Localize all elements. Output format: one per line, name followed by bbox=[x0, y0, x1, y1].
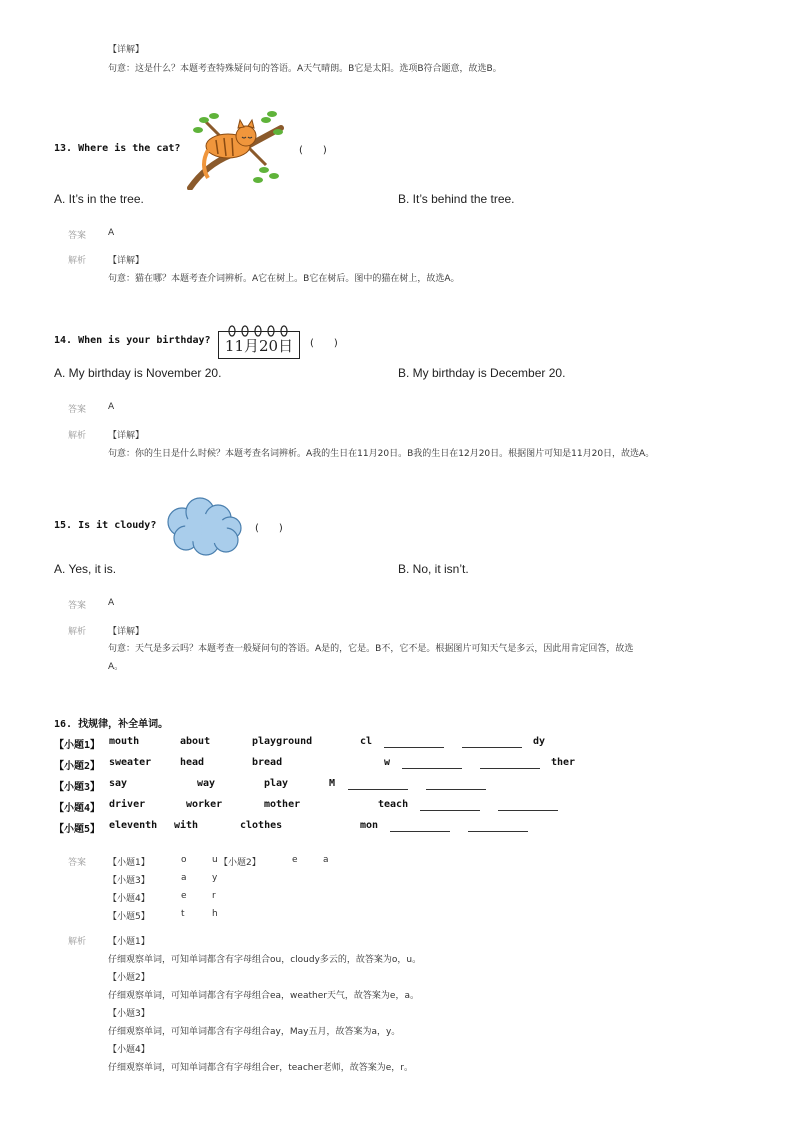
answer-13: A bbox=[108, 228, 115, 238]
answer-2-b: a bbox=[323, 855, 329, 865]
answer-14: A bbox=[108, 402, 115, 412]
row-5-word-3: clothes bbox=[240, 820, 283, 831]
analysis-4-text: 仔细观察单词，可知单词都含有字母组合er，teacher老师，故答案为e，r。 bbox=[108, 1063, 413, 1073]
answer-2-label: 【小题2】 bbox=[219, 858, 261, 868]
option-13-b: B. It’s behind the tree. bbox=[398, 192, 515, 206]
row-2-word-2: head bbox=[180, 757, 205, 768]
analysis-2-text: 仔细观察单词，可知单词都含有字母组合ea，weather天气，故答案为e，a。 bbox=[108, 991, 419, 1001]
row-1-word-2: about bbox=[180, 736, 211, 747]
answer-3-b: y bbox=[212, 873, 218, 883]
analysis-label-16: 解析 bbox=[68, 937, 87, 947]
row-3-word-1: say bbox=[109, 778, 128, 789]
answer-4-a: e bbox=[181, 891, 187, 901]
row-5-word-1: eleventh bbox=[109, 820, 158, 831]
row-2-suffix: ther bbox=[551, 757, 576, 768]
analysis-3-label: 【小题3】 bbox=[108, 1009, 150, 1019]
row-3-label: 【小题3】 bbox=[54, 782, 101, 793]
calendar-image bbox=[218, 325, 300, 358]
answer-5-label: 【小题5】 bbox=[108, 912, 150, 922]
detail-text-15-line2: A。 bbox=[108, 662, 124, 672]
analysis-label-14: 解析 bbox=[68, 431, 87, 441]
row-4-blank-1[interactable] bbox=[420, 810, 480, 811]
analysis-1-text: 仔细观察单词，可知单词都含有字母组合ou，cloudy多云的，故答案为o，u。 bbox=[108, 955, 422, 965]
answer-label-13: 答案 bbox=[68, 231, 87, 241]
detail-text-13: 句意：猫在哪？本题考查介词辨析。A它在树上。B它在树后。图中的猫在树上，故选A。 bbox=[108, 274, 460, 284]
row-4-label: 【小题4】 bbox=[54, 803, 101, 814]
answer-5-b: h bbox=[212, 909, 218, 919]
question-14: 14. When is your birthday? bbox=[54, 335, 211, 346]
row-2-blank-2[interactable] bbox=[480, 768, 540, 769]
row-3-word-3: play bbox=[264, 778, 289, 789]
row-4-word-1: driver bbox=[109, 799, 146, 810]
row-2-prefix: w bbox=[384, 757, 391, 768]
analysis-2-label: 【小题2】 bbox=[108, 973, 150, 983]
option-15-a: A. Yes, it is. bbox=[54, 562, 117, 576]
calendar-date: 11月20日 bbox=[224, 337, 294, 355]
detail-text-15-line1: 句意：天气是多云吗？本题考查一般疑问句的答语。A是的，它是。B不，它不是。根据图片可知天气是多云，因此用肯定回答，故选 bbox=[108, 644, 634, 654]
answer-1-label: 【小题1】 bbox=[108, 858, 150, 868]
analysis-label-15: 解析 bbox=[68, 627, 87, 637]
row-1-word-1: mouth bbox=[109, 736, 140, 747]
row-1-label: 【小题1】 bbox=[54, 740, 101, 751]
cat-in-tree-image bbox=[186, 110, 286, 190]
answer-1-b: u bbox=[212, 855, 218, 865]
row-2-word-1: sweater bbox=[109, 757, 152, 768]
row-2-word-3: bread bbox=[252, 757, 283, 768]
row-1-blank-2[interactable] bbox=[462, 747, 522, 748]
row-4-word-2: worker bbox=[186, 799, 223, 810]
row-1-blank-1[interactable] bbox=[384, 747, 444, 748]
answer-3-a: a bbox=[181, 873, 187, 883]
detail-text: 句意：这是什么？本题考查特殊疑问句的答语。A天气晴朗。B它是太阳。选项B符合题意，故选B。 bbox=[108, 64, 502, 74]
option-15-b: B. No, it isn’t. bbox=[398, 562, 469, 576]
option-14-a: A. My birthday is November 20. bbox=[54, 366, 222, 380]
answer-5-a: t bbox=[181, 909, 185, 919]
row-5-blank-1[interactable] bbox=[390, 831, 450, 832]
answer-label-15: 答案 bbox=[68, 601, 87, 611]
answer-label-16: 答案 bbox=[68, 858, 87, 868]
answer-paren-13: ( ) bbox=[299, 145, 327, 156]
answer-1-a: o bbox=[181, 855, 187, 865]
analysis-1-label: 【小题1】 bbox=[108, 937, 150, 947]
row-3-blank-2[interactable] bbox=[426, 789, 486, 790]
row-4-blank-2[interactable] bbox=[498, 810, 558, 811]
answer-4-b: r bbox=[212, 891, 216, 901]
question-13: 13. Where is the cat? bbox=[54, 143, 181, 154]
answer-label-14: 答案 bbox=[68, 405, 87, 415]
analysis-4-label: 【小题4】 bbox=[108, 1045, 150, 1055]
cloud-image bbox=[162, 496, 248, 558]
question-16-title: 16. 找规律，补全单词。 bbox=[54, 719, 169, 730]
answer-2-a: e bbox=[292, 855, 298, 865]
option-13-a: A. It’s in the tree. bbox=[54, 192, 144, 206]
detail-label-15: 【详解】 bbox=[108, 627, 145, 637]
row-5-prefix: mon bbox=[360, 820, 379, 831]
detail-text-14: 句意：你的生日是什么时候？本题考查名词辨析。A我的生日在11月20日。B我的生日在12月20日。根据图片可知是11月20日，故选A。 bbox=[108, 449, 655, 459]
row-1-suffix: dy bbox=[533, 736, 546, 747]
row-4-word-3: mother bbox=[264, 799, 301, 810]
answer-15: A bbox=[108, 598, 115, 608]
row-5-label: 【小题5】 bbox=[54, 824, 101, 835]
row-5-word-2: with bbox=[174, 820, 199, 831]
row-1-word-3: playground bbox=[252, 736, 313, 747]
question-15: 15. Is it cloudy? bbox=[54, 520, 157, 531]
detail-label: 【详解】 bbox=[108, 45, 145, 55]
row-1-prefix: cl bbox=[360, 736, 373, 747]
row-3-blank-1[interactable] bbox=[348, 789, 408, 790]
answer-paren-14: ( ) bbox=[310, 338, 338, 349]
analysis-label-13: 解析 bbox=[68, 256, 87, 266]
detail-label-13: 【详解】 bbox=[108, 256, 145, 266]
row-5-blank-2[interactable] bbox=[468, 831, 528, 832]
row-3-prefix: M bbox=[329, 778, 336, 789]
row-2-label: 【小题2】 bbox=[54, 761, 101, 772]
answer-3-label: 【小题3】 bbox=[108, 876, 150, 886]
answer-paren-15: ( ) bbox=[255, 523, 283, 534]
detail-label-14: 【详解】 bbox=[108, 431, 145, 441]
option-14-b: B. My birthday is December 20. bbox=[398, 366, 566, 380]
row-4-prefix: teach bbox=[378, 799, 409, 810]
answer-4-label: 【小题4】 bbox=[108, 894, 150, 904]
row-2-blank-1[interactable] bbox=[402, 768, 462, 769]
analysis-3-text: 仔细观察单词，可知单词都含有字母组合ay，May五月，故答案为a，y。 bbox=[108, 1027, 401, 1037]
row-3-word-2: way bbox=[197, 778, 216, 789]
